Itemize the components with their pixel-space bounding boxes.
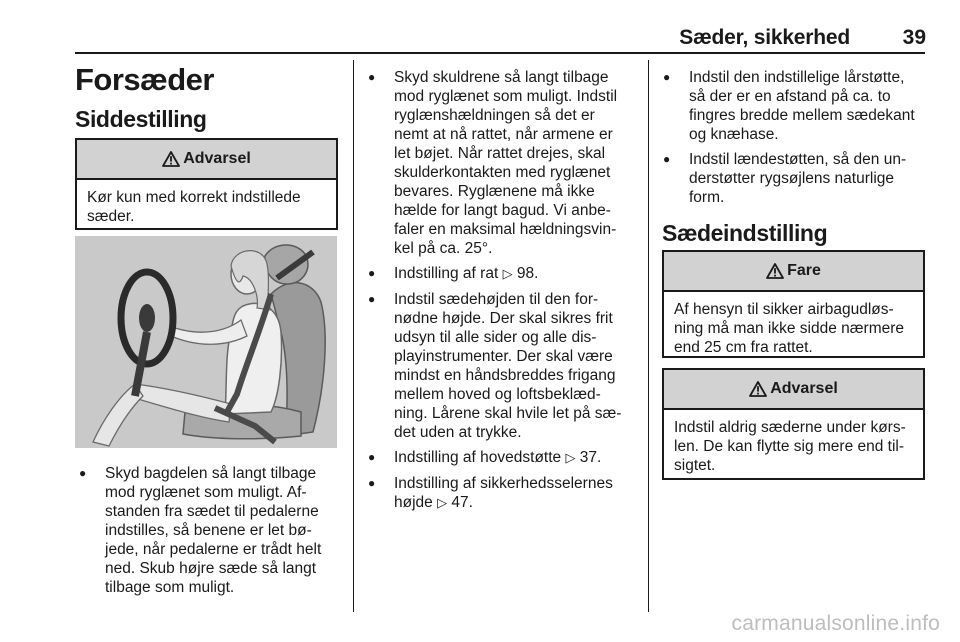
- warning-label: Advarsel: [183, 150, 251, 167]
- warning-triangle-icon: [749, 381, 767, 397]
- warning-box-header: [77, 140, 336, 180]
- list-item: ● Indstil sædehøjden til den for- nødne højde. Der skal sikres frit udsyn til alle sider og alle dis- playinstrumenter. Der skal være mindst en håndsbreddes frigang mellem hoved og loftsbeklæd- ning. Lårene skal hvile let på sæ- det uden at trykke.: [364, 290, 648, 442]
- page-reference-link[interactable]: 37.: [579, 449, 602, 466]
- list-item: ● Indstilling af rat ▷ 98.: [364, 264, 648, 284]
- warning-text: Kør kun med korrekt indstillede sæder.: [87, 189, 301, 225]
- danger-text: Af hensyn til sikker airbagudløs- ning må man ikke sidde nærmere end 25 cm fra rattet.: [674, 301, 905, 356]
- page-number: 39: [902, 26, 926, 49]
- section-heading-siddestilling: Siddestilling: [75, 106, 207, 132]
- list-item: ● Indstil den indstillelige lårstøtte, så der er en afstand på ca. to fingres bredde mellem sædekant og knæhase.: [659, 68, 949, 144]
- danger-box: [662, 250, 925, 358]
- chapter-heading: Forsæder: [75, 62, 214, 97]
- reference-arrow-icon: ▷: [502, 267, 513, 282]
- warning-box-2: [662, 368, 925, 480]
- list-item: ● Indstilling af hovedstøtte ▷ 37.: [364, 448, 648, 468]
- reference-arrow-icon: ▷: [437, 496, 448, 511]
- warning-triangle-icon: [766, 263, 784, 279]
- list-item: ● Indstilling af sikkerhedsselernes højde ▷ 47.: [364, 474, 648, 513]
- column-divider-2: [648, 60, 649, 612]
- list-item: ● Skyd skuldrene så langt tilbage mod ryglænet som muligt. Indstil ryglænshældningen så det er nemt at nå rattet, når armene er let bøjet. Når rattet drejes, skal skulderkontakten med ryglænet bevares. Ryglænene må ikke hælde for langt bagud. Vi anbe- faler en maksimal hældningsvin- kel på ca. 25°.: [364, 68, 648, 258]
- list-item: ● Skyd bagdelen så langt tilbage mod ryglænet som muligt. Af- standen fra sædet til pedalerne indstilles, så benene er let bø- jede, når pedalerne er trådt helt ned. Skub højre sæde så langt tilbage som muligt.: [75, 464, 350, 597]
- column-2-text: [364, 68, 648, 519]
- header-divider: [75, 52, 925, 54]
- warning-box: [75, 138, 338, 230]
- page-reference-link[interactable]: 47.: [451, 494, 473, 511]
- section-title: Sæder, sikkerhed: [679, 26, 850, 49]
- warning-box-2-header: [664, 370, 923, 410]
- reference-arrow-icon: ▷: [565, 451, 576, 466]
- column-3-text: [659, 68, 949, 213]
- seating-position-illustration: [75, 236, 337, 448]
- list-item: ● Indstil lændestøtten, så den un- derstøtter rygsøjlens naturlige form.: [659, 150, 949, 207]
- warning-triangle-icon: [162, 151, 180, 167]
- section-heading-saedeindstilling: Sædeindstilling: [662, 220, 828, 246]
- warning-text: Indstil aldrig sæderne under kørs- len. De kan flytte sig mere end til- sigtet.: [674, 419, 906, 474]
- danger-label: Fare: [787, 262, 821, 279]
- page-reference-link[interactable]: 98.: [516, 265, 539, 282]
- warning-label: Advarsel: [770, 380, 838, 397]
- column-divider-1: [353, 60, 354, 612]
- column-1-text: [75, 464, 350, 603]
- watermark: carmanualsonline.info: [731, 612, 940, 635]
- danger-box-header: [664, 252, 923, 292]
